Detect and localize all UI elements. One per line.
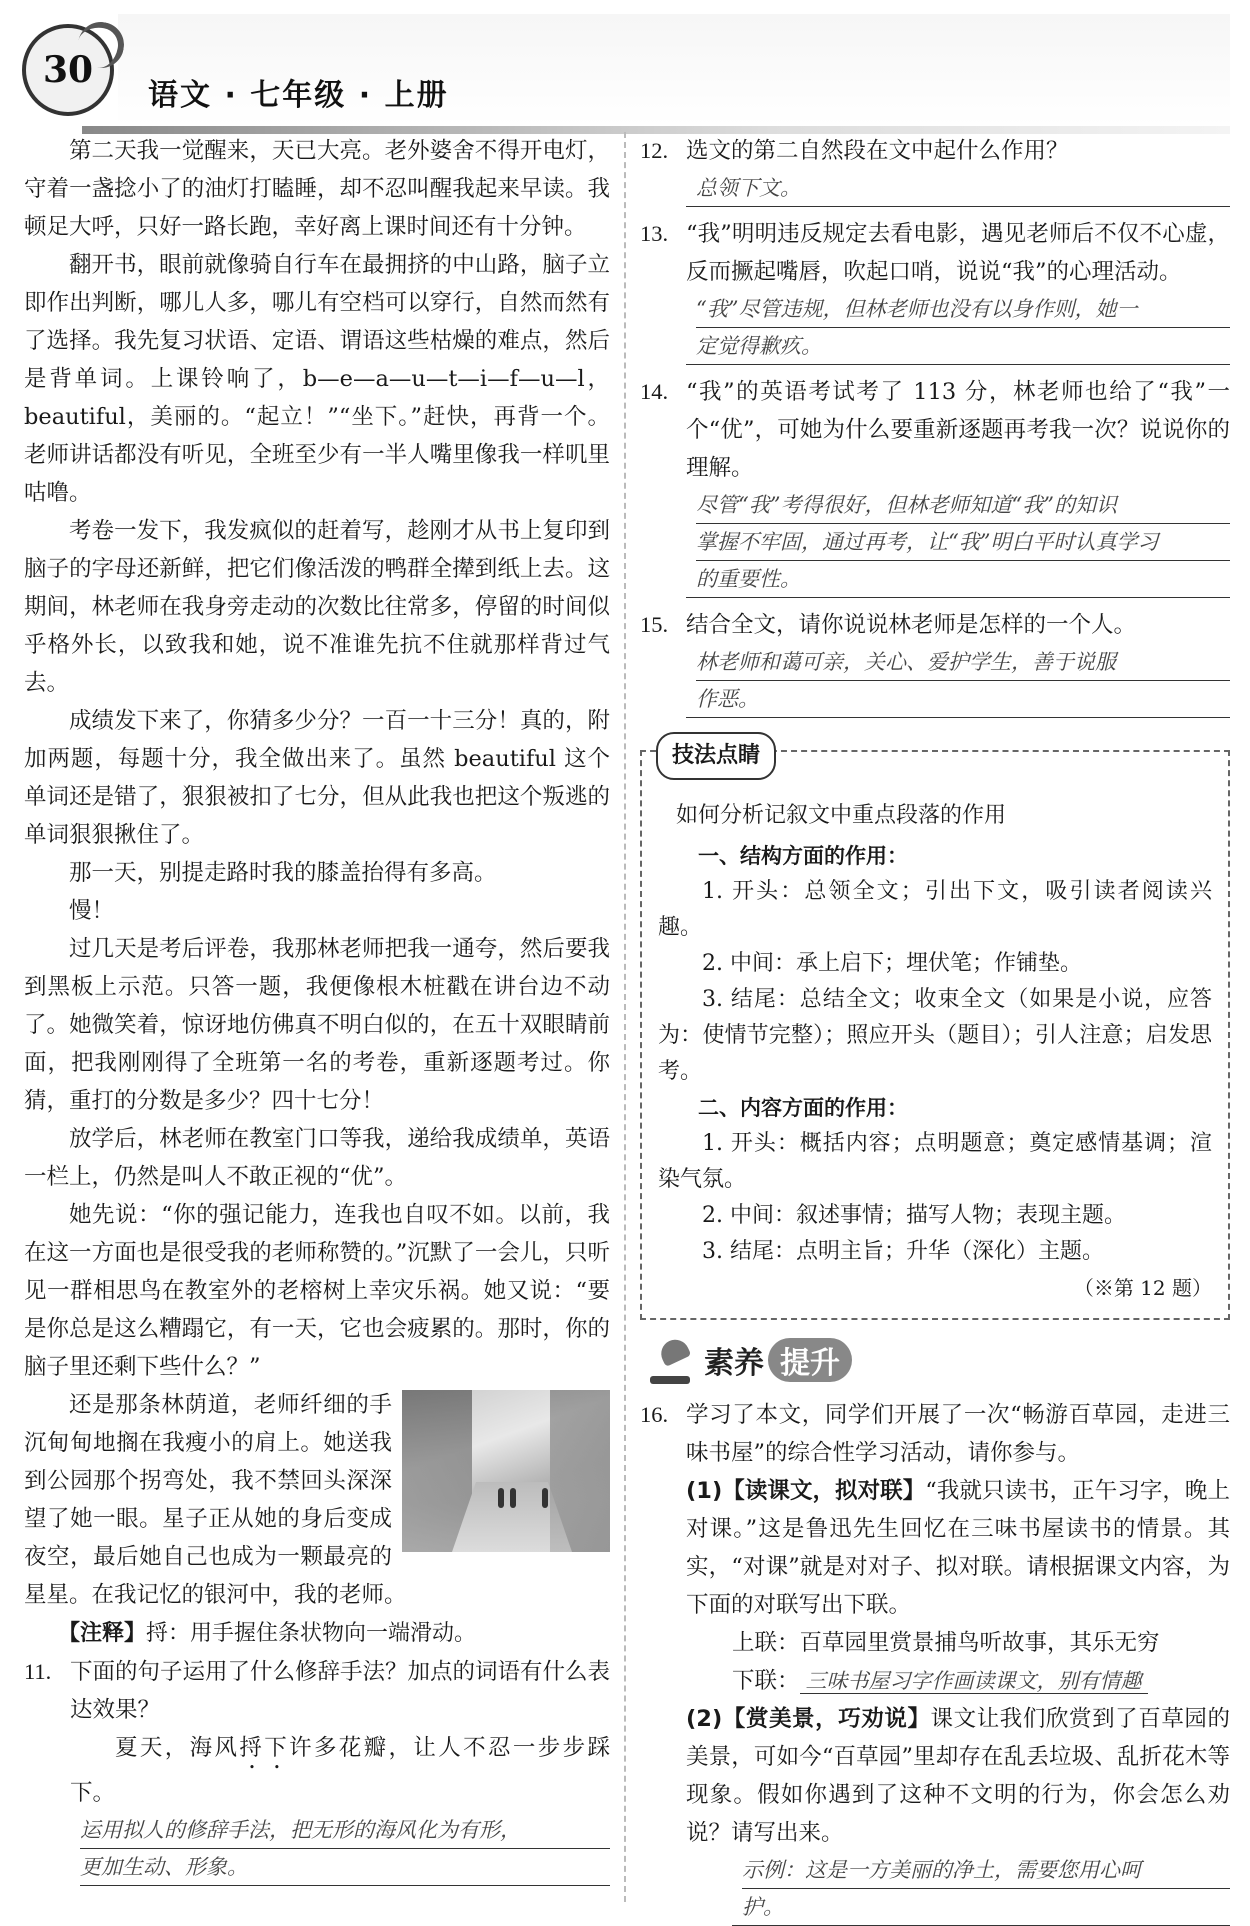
- sub-text: 课文让我们欣赏到了百草园的美景，可如今“百草园”里却存在乱丢垃圾、乱折花木等现象。假如你遇到了这种不文明的行为，你会怎么劝说？请写出来。: [686, 1706, 1230, 1846]
- passage-paragraph: 过几天是考后评卷，我那林老师把我一通夸，然后要我到黑板上示范。只答一题，我便像根木桩戳在讲台边不动了。她微笑着，惊讶地仿佛真不明白似的，在五十双眼睛前面，把我刚刚得了全班第一名的考卷，重新逐题考过。你猜，重打的分数是多少？四十七分！: [24, 936, 610, 1114]
- question-16-part1: [686, 1472, 1230, 1624]
- column-divider: [624, 132, 626, 1902]
- answer-line: 总领下文。: [696, 176, 801, 200]
- annotation-text: 捋：用手握住条状物向一端滑动。: [146, 1621, 477, 1646]
- couplet-upper-text: 百草园里赏景捕鸟听故事，其乐无穷: [799, 1630, 1160, 1656]
- tips-item: 3. 结尾：总结全文；收束全文（如果是小说，应答为：使情节完整）；照应开头（题目）；引人注意；启发思考。: [658, 987, 1212, 1084]
- question-text: 结合全文，请你说说林老师是怎样的一个人。: [686, 612, 1137, 638]
- couplet-label: 上联：: [732, 1630, 800, 1656]
- question-12: [640, 132, 1230, 170]
- right-column: [640, 132, 1230, 1926]
- tips-item: 1. 开头：总领全文；引出下文，吸引读者阅读兴趣。: [658, 879, 1212, 940]
- answer-line: 的重要性。: [696, 567, 801, 591]
- question-number: 16.: [640, 1402, 669, 1427]
- answer-line: 尽管“我”考得很好，但林老师知道“我”的知识: [696, 487, 1230, 524]
- question-text: “我”明明违反规定去看电影，遇见老师后不仅不心虚，反而撅起嘴唇，吹起口哨，说说“我”的心理活动。: [686, 221, 1230, 285]
- question-number: 14.: [640, 379, 669, 404]
- suyang-section-header: [646, 1330, 1230, 1390]
- tips-item: 2. 中间：承上启下；埋伏笔；作铺垫。: [702, 951, 1082, 976]
- tips-section-heading: 一、结构方面的作用：: [698, 844, 908, 868]
- tips-section-heading: 二、内容方面的作用：: [698, 1096, 908, 1120]
- sub-text: “我就只读书，正午习字，晚上对课。”这是鲁迅先生回忆在三味书屋读书的情景。其实，“对课”就是对对子、拟对联。请根据课文内容，为下面的对联写出下联。: [686, 1478, 1230, 1618]
- tips-badge: 技法点睛: [656, 732, 776, 780]
- question-13: [640, 215, 1230, 291]
- passage-paragraph: 考卷一发下，我发疯似的赶着写，趁刚才从书上复印到脑子的字母还新鲜，把它们像活泼的鸭群全撵到纸上去。这期间，林老师在我身旁走动的次数比往常多，停留的时间似乎格外长，以致我和她，说不准谁先抗不住就那样背过气去。: [24, 518, 610, 696]
- left-column: [24, 132, 610, 1886]
- answer-line: 示例：这是一方美丽的净土，需要您用心呵: [742, 1852, 1230, 1889]
- sub-label: (2)【赏美景，巧劝说】: [686, 1706, 931, 1732]
- passage-paragraph: 慢！: [69, 898, 115, 924]
- sentence-part: 许多花瓣，让人不忍一步步踩下。: [70, 1735, 610, 1806]
- sub-label: (1)【读课文，拟对联】: [686, 1478, 926, 1504]
- annotation-label: 【注释】: [58, 1620, 147, 1646]
- answer-11[interactable]: [70, 1812, 610, 1886]
- couplet-label: 下联：: [732, 1668, 800, 1694]
- question-number: 11.: [24, 1659, 52, 1684]
- answer-line: 定觉得歉疚。: [696, 334, 822, 358]
- tips-reference: （※第 12 题）: [1073, 1276, 1212, 1300]
- answer-12[interactable]: [686, 170, 1230, 207]
- tree-lined-road-photo: [402, 1390, 610, 1552]
- passage-paragraph: 她先说：“你的强记能力，连我也自叹不如。以前，我在这一方面也是很受我的老师称赞的。”沉默了一会儿，只听见一群相思鸟在教室外的老榕树上幸灾乐祸。她又说：“要是你总是这么糟蹋它，有一天，它也会疲累的。那时，你的脑子里还剩下些什么？”: [24, 1202, 610, 1380]
- tips-title: 如何分析记叙文中重点段落的作用: [676, 803, 1007, 828]
- page-number: 30: [22, 24, 114, 116]
- answer-line: 更加生动、形象。: [80, 1849, 610, 1886]
- tips-item: 3. 结尾：点明主旨；升华（深化）主题。: [702, 1239, 1104, 1264]
- photo-walker: [510, 1488, 516, 1508]
- question-text: 学习了本文，同学们开展了一次“畅游百草园，走进三味书屋”的综合性学习活动，请你参与。: [686, 1402, 1230, 1466]
- tips-item: 1. 开头：概括内容；点明题意；奠定感情基调；渲染气氛。: [658, 1131, 1212, 1192]
- quoted-sentence: [70, 1729, 610, 1812]
- question-number: 15.: [640, 612, 669, 637]
- photo-walker: [542, 1488, 548, 1508]
- answer-13[interactable]: [686, 291, 1230, 365]
- passage-paragraph: 放学后，林老师在教室门口等我，递给我成绩单，英语一栏上，仍然是叫人不敢正视的“优”。: [24, 1126, 610, 1190]
- answer-14[interactable]: [686, 487, 1230, 598]
- answer-line: 护。: [742, 1895, 784, 1919]
- passage-paragraph: 还是那条林荫道，老师纤细的手沉甸甸地搁在我瘦小的肩上。她送我到公园那个拐弯处，我不禁回头深深望了她一眼。星子正从她的身后变成夜空，最后她自己也成为一颗最亮的星星。在我记忆的银河中，我的老师。: [24, 1392, 407, 1608]
- answer-line: 运用拟人的修辞手法，把无形的海风化为有形，: [80, 1812, 610, 1849]
- dotted-word: 捋下: [239, 1735, 290, 1761]
- passage-paragraph: 第二天我一觉醒来，天已大亮。老外婆舍不得开电灯，守着一盏捻小了的油灯打瞌睡，却不忍叫醒我起来早读。我顿足大呼，只好一路长跑，幸好离上课时间还有十分钟。: [24, 138, 610, 240]
- answer-16-2[interactable]: [732, 1852, 1230, 1926]
- answer-line: 作恶。: [696, 687, 759, 711]
- question-14: [640, 373, 1230, 487]
- couplet-lower: [732, 1662, 1230, 1700]
- question-text: 下面的句子运用了什么修辞手法？加点的词语有什么表达效果？: [70, 1659, 611, 1723]
- passage-paragraph: 成绩发下来了，你猜多少分？一百一十三分！真的，附加两题，每题十分，我全做出来了。虽然 beautiful 这个单词还是错了，狠狠被扣了七分，但从此我也把这个叛逃的单词狠狠揪住了。: [24, 708, 610, 848]
- page-header: [22, 14, 1230, 134]
- question-text: “我”的英语考试考了 113 分，林老师也给了“我”一个“优”，可她为什么要重新逐题再考我一次？说说你的理解。: [686, 379, 1230, 481]
- question-15: [640, 606, 1230, 644]
- passage-paragraph: 那一天，别提走路时我的膝盖抬得有多高。: [69, 860, 497, 886]
- tips-item: 2. 中间：叙述事情；描写人物；表现主题。: [702, 1203, 1126, 1228]
- answer-line: 林老师和蔼可亲，关心、爱护学生，善于说服: [696, 644, 1230, 681]
- suyang-title-part1: 素养: [704, 1346, 764, 1381]
- book-title: 语文 · 七年级 · 上册: [148, 78, 449, 113]
- annotation: [58, 1614, 610, 1653]
- question-number: 12.: [640, 138, 669, 163]
- passage-paragraph: 翻开书，眼前就像骑自行车在最拥挤的中山路，脑子立即作出判断，哪儿人多，哪儿有空档可以穿行，自然而然有了选择。我先复习状语、定语、谓语这些枯燥的难点，然后是背单词。上课铃响了，b—e—a—u—t—i—f—u—l，beautiful，美丽的。“起立！”“坐下。”赶快，再背一个。老师讲话都没有听见，全班至少有一半人嘴里像我一样叽里咕噜。: [24, 252, 610, 506]
- couplet-lower-answer[interactable]: 三味书屋习字作画读课文，别有情趣: [800, 1669, 1148, 1694]
- question-text: 选文的第二自然段在文中起什么作用？: [686, 138, 1069, 164]
- answer-15[interactable]: [686, 644, 1230, 718]
- answer-line: 掌握不牢固，通过再考，让“我”明白平时认真学习: [696, 524, 1230, 561]
- question-number: 13.: [640, 221, 669, 246]
- photo-walker: [498, 1488, 504, 1508]
- tips-box: [640, 743, 1230, 1320]
- lamp-icon: [646, 1334, 698, 1386]
- suyang-title-part2: 提升: [768, 1338, 852, 1382]
- question-11: [24, 1653, 610, 1729]
- answer-line: “我”尽管违规，但林老师也没有以身作则，她一: [696, 291, 1230, 328]
- sentence-part: 夏天，海风: [115, 1735, 240, 1761]
- question-16-part2: [686, 1700, 1230, 1852]
- question-16: [640, 1396, 1230, 1472]
- couplet-upper: [732, 1624, 1230, 1662]
